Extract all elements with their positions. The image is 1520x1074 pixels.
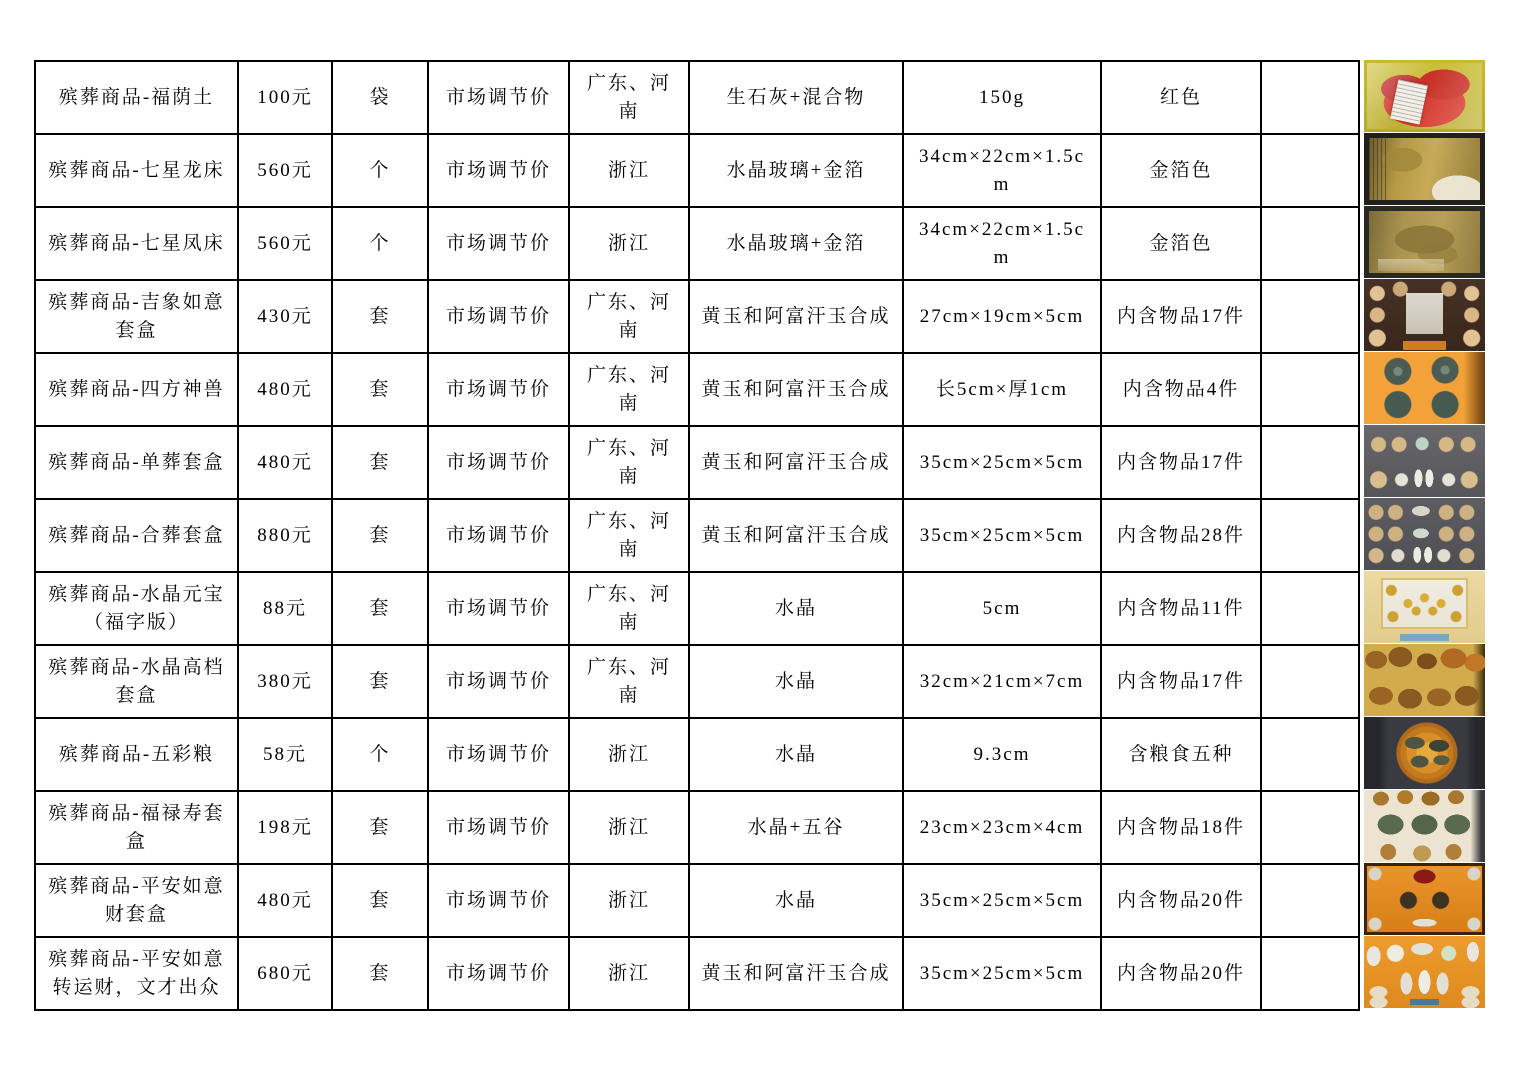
product-photo-red-bag <box>1364 60 1485 132</box>
cell-price: 58元 <box>238 718 332 791</box>
table-row <box>35 207 1359 280</box>
cell-pricing: 市场调节价 <box>428 280 569 353</box>
cell-material: 黄玉和阿富汗玉合成 <box>689 426 903 499</box>
cell-note: 内含物品11件 <box>1101 572 1261 645</box>
cell-price: 430元 <box>238 280 332 353</box>
cell-note: 内含物品4件 <box>1101 353 1261 426</box>
cell-blank <box>1261 572 1359 645</box>
cell-price: 88元 <box>238 572 332 645</box>
cell-price: 480元 <box>238 353 332 426</box>
cell-blank <box>1261 207 1359 280</box>
cell-size: 9.3cm <box>903 718 1101 791</box>
cell-name: 殡葬商品-合葬套盒 <box>35 499 238 572</box>
product-photo-gray-tray-double <box>1364 498 1485 570</box>
cell-material: 黄玉和阿富汗玉合成 <box>689 280 903 353</box>
cell-name: 殡葬商品-福荫土 <box>35 61 238 134</box>
product-photo-gold-plaque-dragon <box>1364 133 1485 205</box>
cell-region: 广东、河南 <box>569 353 689 426</box>
cell-blank <box>1261 718 1359 791</box>
table-row <box>35 499 1359 572</box>
cell-region: 广东、河南 <box>569 426 689 499</box>
cell-price: 198元 <box>238 791 332 864</box>
cell-material: 水晶 <box>689 718 903 791</box>
cell-pricing: 市场调节价 <box>428 937 569 1010</box>
product-photo-gray-tray-single <box>1364 425 1485 497</box>
cell-unit: 套 <box>332 426 428 499</box>
table-row <box>35 791 1359 864</box>
cell-material: 水晶玻璃+金箔 <box>689 134 903 207</box>
cell-pricing: 市场调节价 <box>428 645 569 718</box>
cell-blank <box>1261 791 1359 864</box>
cell-name: 殡葬商品-水晶元宝（福字版） <box>35 572 238 645</box>
product-photo-orange-box-figurines <box>1364 936 1485 1008</box>
cell-blank <box>1261 134 1359 207</box>
cell-unit: 袋 <box>332 61 428 134</box>
cell-size: 32cm×21cm×7cm <box>903 645 1101 718</box>
cell-unit: 个 <box>332 718 428 791</box>
cell-note: 含粮食五种 <box>1101 718 1261 791</box>
cell-material: 水晶 <box>689 645 903 718</box>
cell-note: 内含物品17件 <box>1101 645 1261 718</box>
product-photo-gold-plaque-phoenix <box>1364 206 1485 278</box>
cell-price: 380元 <box>238 645 332 718</box>
cell-price: 560元 <box>238 134 332 207</box>
cell-pricing: 市场调节价 <box>428 353 569 426</box>
cell-note: 内含物品28件 <box>1101 499 1261 572</box>
cell-price: 480元 <box>238 864 332 937</box>
cell-unit: 套 <box>332 572 428 645</box>
cell-size: 35cm×25cm×5cm <box>903 864 1101 937</box>
cell-blank <box>1261 353 1359 426</box>
cell-unit: 套 <box>332 645 428 718</box>
table-sheet <box>34 60 1360 1011</box>
cell-blank <box>1261 864 1359 937</box>
products-table-body <box>35 61 1359 1010</box>
cell-note: 内含物品18件 <box>1101 791 1261 864</box>
cell-size: 23cm×23cm×4cm <box>903 791 1101 864</box>
cell-pricing: 市场调节价 <box>428 864 569 937</box>
cell-name: 殡葬商品-水晶高档套盒 <box>35 645 238 718</box>
product-photo-orange-box-rosettes <box>1364 863 1485 935</box>
cell-unit: 套 <box>332 937 428 1010</box>
cell-price: 560元 <box>238 207 332 280</box>
cell-unit: 套 <box>332 864 428 937</box>
table-row <box>35 718 1359 791</box>
cell-blank <box>1261 499 1359 572</box>
cell-size: 长5cm×厚1cm <box>903 353 1101 426</box>
table-row <box>35 937 1359 1010</box>
cell-region: 广东、河南 <box>569 572 689 645</box>
product-photo-amber-jade-set <box>1364 644 1485 716</box>
cell-material: 生石灰+混合物 <box>689 61 903 134</box>
table-row <box>35 645 1359 718</box>
cell-unit: 个 <box>332 207 428 280</box>
cell-region: 浙江 <box>569 864 689 937</box>
table-row <box>35 353 1359 426</box>
product-photo-four-discs-box <box>1364 352 1485 424</box>
cell-pricing: 市场调节价 <box>428 61 569 134</box>
cell-price: 680元 <box>238 937 332 1010</box>
cell-size: 34cm×22cm×1.5cm <box>903 207 1101 280</box>
cell-region: 浙江 <box>569 207 689 280</box>
cell-name: 殡葬商品-平安如意财套盒 <box>35 864 238 937</box>
cell-note: 内含物品17件 <box>1101 280 1261 353</box>
cell-note: 金箔色 <box>1101 134 1261 207</box>
cell-size: 35cm×25cm×5cm <box>903 937 1101 1010</box>
cell-region: 浙江 <box>569 718 689 791</box>
cell-region: 广东、河南 <box>569 280 689 353</box>
table-row <box>35 572 1359 645</box>
cell-unit: 套 <box>332 353 428 426</box>
cell-note: 金箔色 <box>1101 207 1261 280</box>
product-photo-dark-box-set <box>1364 279 1485 351</box>
products-table <box>34 60 1360 1011</box>
cell-name: 殡葬商品-七星龙床 <box>35 134 238 207</box>
cell-name: 殡葬商品-吉象如意套盒 <box>35 280 238 353</box>
cell-region: 广东、河南 <box>569 61 689 134</box>
cell-pricing: 市场调节价 <box>428 207 569 280</box>
cell-name: 殡葬商品-平安如意转运财，文才出众 <box>35 937 238 1010</box>
cell-size: 35cm×25cm×5cm <box>903 499 1101 572</box>
cell-material: 水晶 <box>689 864 903 937</box>
product-photo-crystal-ingot-box <box>1364 571 1485 643</box>
cell-pricing: 市场调节价 <box>428 572 569 645</box>
cell-name: 殡葬商品-单葬套盒 <box>35 426 238 499</box>
cell-material: 水晶玻璃+金箔 <box>689 207 903 280</box>
cell-pricing: 市场调节价 <box>428 426 569 499</box>
cell-pricing: 市场调节价 <box>428 499 569 572</box>
cell-unit: 个 <box>332 134 428 207</box>
table-row <box>35 864 1359 937</box>
cell-material: 水晶 <box>689 572 903 645</box>
cell-unit: 套 <box>332 280 428 353</box>
cell-note: 内含物品20件 <box>1101 937 1261 1010</box>
cell-name: 殡葬商品-五彩粮 <box>35 718 238 791</box>
cell-material: 黄玉和阿富汗玉合成 <box>689 499 903 572</box>
cell-pricing: 市场调节价 <box>428 718 569 791</box>
photo-column <box>1364 60 1485 1009</box>
product-photo-grain-plate <box>1364 717 1485 789</box>
cell-name: 殡葬商品-七星凤床 <box>35 207 238 280</box>
table-row <box>35 280 1359 353</box>
cell-size: 5cm <box>903 572 1101 645</box>
cell-price: 480元 <box>238 426 332 499</box>
cell-region: 浙江 <box>569 791 689 864</box>
cell-price: 100元 <box>238 61 332 134</box>
cell-note: 红色 <box>1101 61 1261 134</box>
cell-size: 27cm×19cm×5cm <box>903 280 1101 353</box>
cell-note: 内含物品20件 <box>1101 864 1261 937</box>
cell-material: 黄玉和阿富汗玉合成 <box>689 353 903 426</box>
cell-region: 浙江 <box>569 937 689 1010</box>
table-row <box>35 426 1359 499</box>
cell-unit: 套 <box>332 499 428 572</box>
table-row <box>35 61 1359 134</box>
cell-blank <box>1261 61 1359 134</box>
cell-pricing: 市场调节价 <box>428 134 569 207</box>
cell-name: 殡葬商品-四方神兽 <box>35 353 238 426</box>
cell-material: 水晶+五谷 <box>689 791 903 864</box>
cell-material: 黄玉和阿富汗玉合成 <box>689 937 903 1010</box>
cell-pricing: 市场调节价 <box>428 791 569 864</box>
cell-name: 殡葬商品-福禄寿套盒 <box>35 791 238 864</box>
cell-price: 880元 <box>238 499 332 572</box>
cell-blank <box>1261 426 1359 499</box>
cell-size: 150g <box>903 61 1101 134</box>
cell-unit: 套 <box>332 791 428 864</box>
cell-size: 34cm×22cm×1.5cm <box>903 134 1101 207</box>
cell-region: 广东、河南 <box>569 645 689 718</box>
cell-size: 35cm×25cm×5cm <box>903 426 1101 499</box>
cell-blank <box>1261 280 1359 353</box>
cell-region: 浙江 <box>569 134 689 207</box>
table-row <box>35 134 1359 207</box>
cell-blank <box>1261 645 1359 718</box>
cell-note: 内含物品17件 <box>1101 426 1261 499</box>
cell-region: 广东、河南 <box>569 499 689 572</box>
cell-blank <box>1261 937 1359 1010</box>
product-photo-foam-tray-set <box>1364 790 1485 862</box>
